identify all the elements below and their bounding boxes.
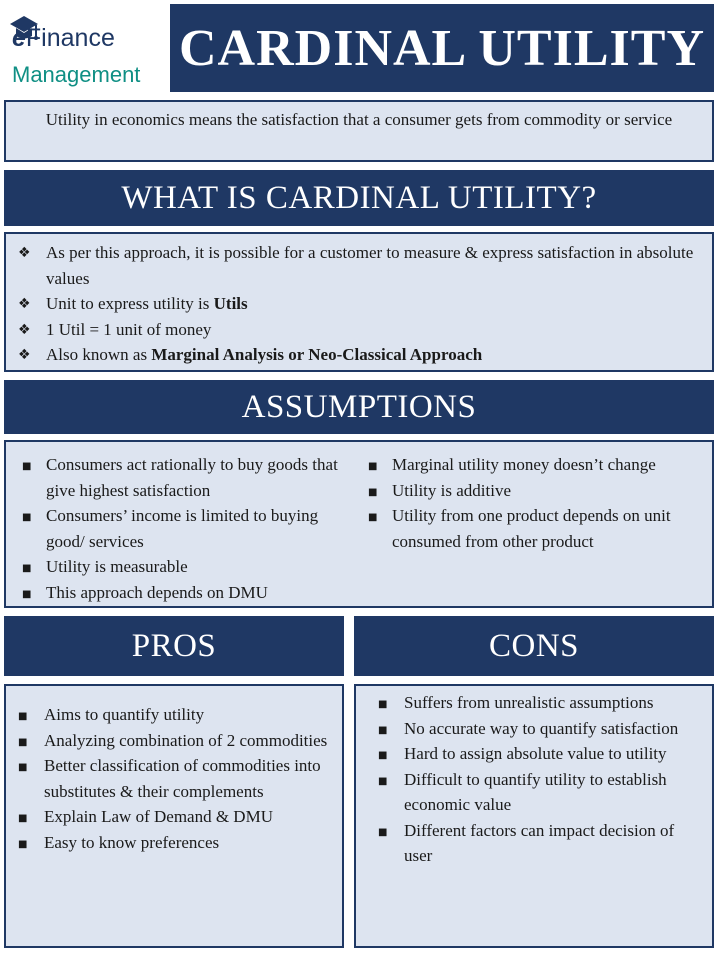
list-item: ■ Different factors can impact decision of user bbox=[378, 820, 675, 865]
what-panel bbox=[4, 232, 714, 372]
list-item: ❖ As per this approach, it is possible for a customer to measure & express satisfaction in absolute values bbox=[18, 243, 694, 288]
square-bullet-icon: ■ bbox=[18, 838, 28, 850]
square-bullet-icon: ■ bbox=[378, 775, 388, 787]
list-item: ■ Better classification of commodities into substitutes & their complements bbox=[18, 756, 321, 801]
assumptions-list-right bbox=[352, 452, 702, 554]
assumptions-heading: ASSUMPTIONS bbox=[241, 388, 477, 425]
cons-heading-banner bbox=[354, 616, 714, 676]
diamond-bullet-icon: ❖ bbox=[18, 321, 31, 338]
list-item: ❖ Unit to express utility is Utils bbox=[16, 291, 702, 317]
assumptions-panel bbox=[4, 440, 714, 608]
diamond-bullet-icon: ❖ bbox=[18, 245, 31, 261]
square-bullet-icon: ■ bbox=[378, 699, 388, 710]
square-bullet-icon: ■ bbox=[368, 512, 378, 523]
square-bullet-icon: ■ bbox=[22, 563, 32, 574]
square-bullet-icon: ■ bbox=[18, 736, 28, 748]
cons-list bbox=[366, 690, 704, 869]
diamond-bullet-icon: ❖ bbox=[18, 347, 31, 363]
square-bullet-icon: ■ bbox=[18, 711, 28, 722]
pros-heading: PROS bbox=[131, 627, 217, 664]
square-bullet-icon: ■ bbox=[368, 486, 378, 498]
square-bullet-icon: ■ bbox=[368, 461, 378, 472]
pros-heading-banner bbox=[4, 616, 344, 676]
cons-heading: CONS bbox=[488, 627, 580, 664]
list-item: ❖ 1 Util = 1 unit of money bbox=[16, 317, 702, 343]
list-item: ■ Utility is measurable bbox=[6, 554, 352, 580]
square-bullet-icon: ■ bbox=[22, 588, 32, 600]
square-bullet-icon: ■ bbox=[378, 826, 388, 838]
list-item: ■ This approach depends on DMU bbox=[6, 580, 352, 606]
pros-panel bbox=[4, 684, 344, 948]
list-item: ■ Utility from one product depends on unit consumed from other product bbox=[368, 506, 671, 551]
list-item: ■ Analyzing combination of 2 commodities bbox=[6, 728, 336, 754]
logo-brand-name: eFinance bbox=[12, 24, 115, 52]
list-item: ■ Difficult to quantify utility to establish economic value bbox=[378, 769, 667, 814]
square-bullet-icon: ■ bbox=[18, 813, 28, 824]
list-item: ■ Utility is additive bbox=[352, 478, 702, 504]
cons-panel bbox=[354, 684, 714, 948]
diamond-bullet-icon: ❖ bbox=[18, 296, 31, 312]
pros-list bbox=[6, 702, 336, 855]
square-bullet-icon: ■ bbox=[22, 512, 32, 523]
list-item: ■ No accurate way to quantify satisfaction bbox=[366, 716, 704, 742]
square-bullet-icon: ■ bbox=[378, 724, 388, 736]
list-item: ■ Marginal utility money doesn’t change bbox=[352, 452, 702, 478]
list-item: ■ Consumers’ income is limited to buying good/ services bbox=[22, 506, 319, 551]
assumptions-heading-banner bbox=[4, 380, 714, 434]
square-bullet-icon: ■ bbox=[378, 750, 388, 761]
efinance-logo bbox=[4, 4, 164, 90]
page-title: CARDINAL UTILITY bbox=[179, 19, 705, 77]
list-item: ■ Suffers from unrealistic assumptions bbox=[366, 690, 704, 716]
intro-definition: Utility in economics means the satisfaction that a consumer gets from commodity or service bbox=[4, 100, 714, 162]
what-heading-banner bbox=[4, 170, 714, 226]
square-bullet-icon: ■ bbox=[22, 461, 32, 472]
page-title-banner bbox=[170, 4, 714, 92]
list-item: ■ Easy to know preferences bbox=[6, 830, 336, 856]
list-item: ■ Consumers act rationally to buy goods that give highest satisfaction bbox=[22, 455, 338, 500]
list-item: ■ Explain Law of Demand & DMU bbox=[6, 804, 336, 830]
list-item: ■ Hard to assign absolute value to utility bbox=[366, 741, 704, 767]
what-list bbox=[16, 240, 702, 368]
square-bullet-icon: ■ bbox=[18, 762, 28, 773]
list-item: ❖ Also known as Marginal Analysis or Neo-Classical Approach bbox=[16, 342, 702, 368]
logo-brand-sub: Management bbox=[12, 62, 141, 87]
list-item: ■ Aims to quantify utility bbox=[6, 702, 336, 728]
what-heading: WHAT IS CARDINAL UTILITY? bbox=[121, 179, 597, 216]
assumptions-list-left bbox=[6, 452, 352, 605]
